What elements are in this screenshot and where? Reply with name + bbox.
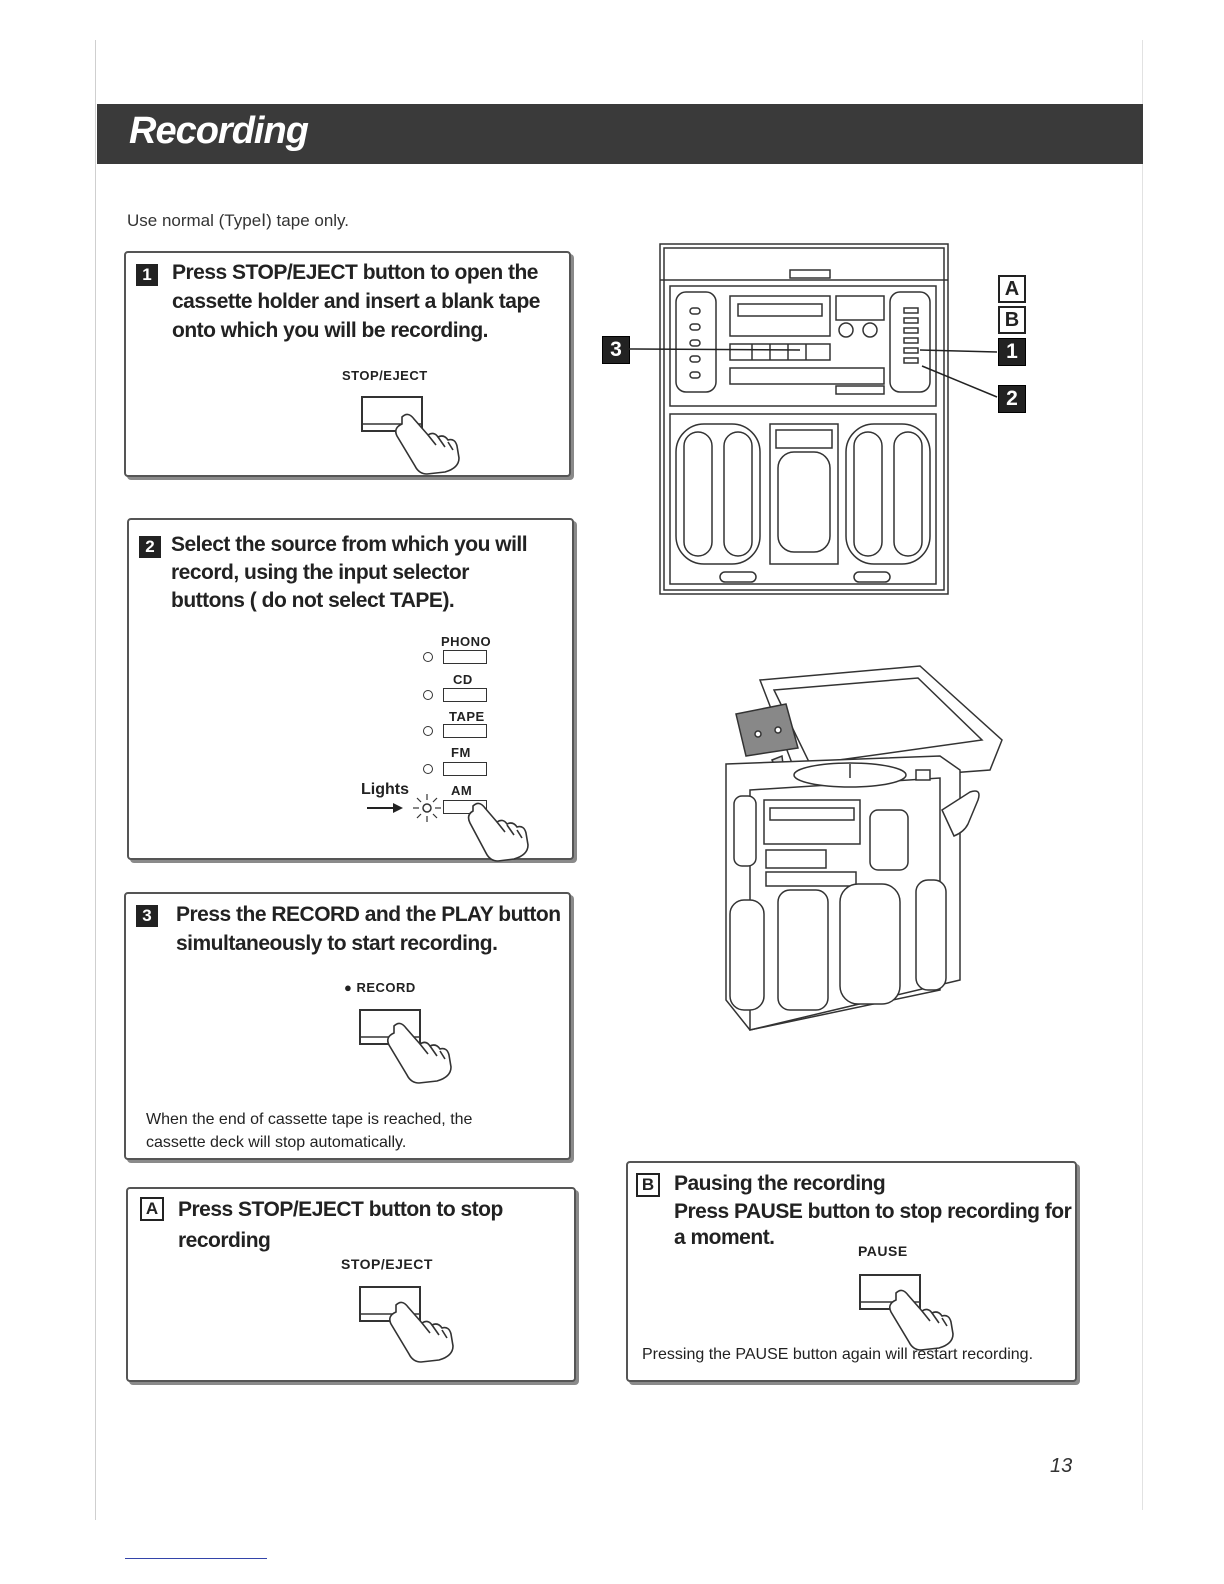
step-1-line: cassette holder and insert a blank tape — [172, 290, 540, 313]
step-2-number: 2 — [139, 536, 161, 558]
intro-text: Use normal (TypeⅠ) tape only. — [127, 211, 350, 230]
section-b-heading: Pausing the recording — [674, 1172, 886, 1195]
step-3-number: 3 — [136, 905, 158, 927]
step-3-note-line: cassette deck will stop automatically. — [146, 1134, 407, 1151]
step-2-line: buttons ( do not select TAPE). — [171, 589, 455, 612]
section-a-line: Press STOP/EJECT button to stop — [178, 1198, 503, 1221]
lights-label: Lights — [361, 781, 409, 798]
callout-1: 1 — [998, 338, 1026, 366]
section-b-note: Pressing the PAUSE button again will restart recording. — [642, 1346, 1034, 1363]
selector-label-phono: PHONO — [441, 634, 492, 649]
step-1-number: 1 — [136, 264, 158, 286]
section-b-line: a moment. — [674, 1226, 775, 1249]
selector-label-fm: FM — [451, 745, 471, 760]
page-title: Recording — [129, 110, 308, 152]
footnote-rule — [125, 1558, 267, 1559]
stop-eject-label: STOP/EJECT — [342, 368, 428, 383]
page-number: 13 — [1050, 1455, 1073, 1477]
selector-label-tape: TAPE — [449, 709, 485, 724]
callout-b: B — [998, 306, 1026, 334]
callout-a: A — [998, 275, 1026, 303]
stereo-perspective-illustration — [720, 660, 1010, 1060]
section-a-letter: A — [140, 1197, 164, 1221]
section-b-letter: B — [636, 1173, 660, 1197]
callout-2: 2 — [998, 385, 1026, 413]
step-3-note-line: When the end of cassette tape is reached, the — [146, 1111, 473, 1128]
pause-label: PAUSE — [858, 1243, 908, 1259]
section-a-line: recording — [178, 1229, 271, 1252]
selector-label-cd: CD — [453, 672, 473, 687]
selector-label-am: AM — [451, 783, 473, 798]
step-3-line: Press the RECORD and the PLAY button — [176, 903, 561, 926]
record-label: ● RECORD — [344, 980, 416, 995]
step-3-line: simultaneously to start recording. — [176, 932, 498, 955]
step-2-line: record, using the input selector — [171, 561, 469, 584]
callout-3: 3 — [602, 336, 630, 364]
step-1-line: Press STOP/EJECT button to open the — [172, 261, 538, 284]
step-1-line: onto which you will be recording. — [172, 319, 489, 342]
section-b-line: Press PAUSE button to stop recording for — [674, 1200, 1072, 1223]
stop-eject-label: STOP/EJECT — [341, 1256, 433, 1272]
step-2-line: Select the source from which you will — [171, 533, 528, 556]
